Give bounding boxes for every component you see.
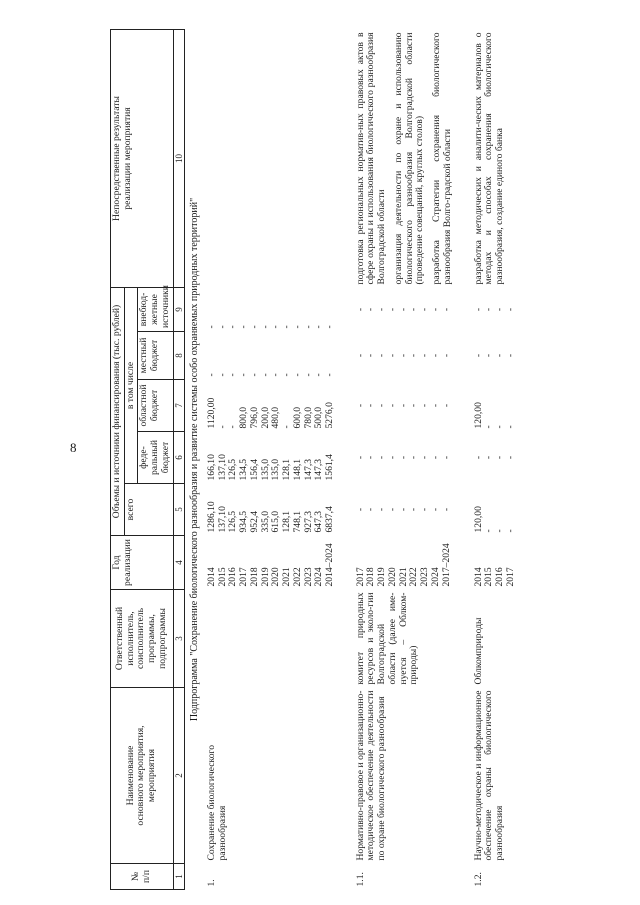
row-local: - - - - - - - - - — [354, 353, 452, 358]
page-number: 8 — [70, 440, 77, 455]
row-responsible: комитет природных ресурсов и эколо-гии Волгоградской области (далее име-нуется – Облком-природы) — [354, 592, 420, 685]
col-number: 6 — [173, 432, 184, 484]
row-years: 2017 2018 2019 2020 2021 2022 2023 2024 2017–2024 — [354, 543, 452, 587]
result-item: подготовка региональных норматив-ных правовых актов в сфере охраны и использования биологического разнообразия Волгоградской области — [354, 32, 388, 285]
row-no: 1. — [205, 879, 217, 887]
col-number: 9 — [173, 288, 184, 332]
row-extra: - - - - — [472, 307, 516, 312]
row-results — [206, 30, 337, 288]
row-federal: - - - - - - - - - — [354, 455, 452, 460]
funding-table — [110, 29, 518, 890]
row-local: - - - - - - - - - - - - — [205, 373, 336, 377]
col-number: 1 — [173, 864, 184, 890]
col-number: 7 — [173, 380, 184, 432]
row-no: 1.2. — [472, 872, 484, 887]
row-years: 2014 2015 2016 2017 2018 2019 2020 2021 2022 2023 2024 2014–2024 — [205, 543, 336, 587]
subprogram-row — [184, 30, 206, 890]
header-federal: феде- ральный бюджет — [138, 432, 173, 484]
header-funding: Объемы и источники финансирования (тыс. рублей) — [111, 288, 125, 536]
result-item: организация деятельности по охране и использованию биологического разнообразия Волгоградской области (проведение совещаний, круглых столов) — [392, 32, 426, 285]
header-regional: областной бюджет — [138, 380, 173, 432]
row-total: 1286,10 137,10 126,5 934,5 952,4 335,0 615,0 128,1 748,1 927,3 647,3 6837,4 — [205, 501, 336, 533]
header-no: № п/п — [111, 864, 174, 890]
header-extrabudget: внебюд- жетные источники — [138, 288, 173, 332]
row-name: Сохранение биологического разнообразия — [205, 744, 228, 861]
table-header — [111, 30, 185, 890]
row-responsible: Облкомприроды — [472, 617, 484, 685]
row-responsible — [206, 590, 337, 688]
row-results — [355, 30, 455, 288]
row-regional: 120,00 - - - — [472, 402, 516, 429]
header-name: Наименование основного мероприятия, мероприятия — [111, 688, 174, 864]
row-federal: 166,10 137,10 126,5 134,5 156,4 135,0 135,0 128,1 148,1 147,3 147,3 1561,4 — [205, 454, 336, 481]
row-total: 120,00 - - - — [472, 506, 516, 533]
row-local: - - - - — [472, 353, 516, 358]
column-number-row — [173, 30, 184, 890]
result-item: разработка Стратегии сохранения биологического разнообразия Волго-градской области — [431, 32, 453, 285]
table-row — [206, 30, 337, 890]
row-extra: - - - - - - - - - — [354, 307, 452, 312]
table-row — [473, 30, 518, 890]
col-number: 5 — [173, 484, 184, 536]
row-total: - - - - - - - - - — [354, 507, 452, 512]
header-including: в том числе — [124, 288, 138, 484]
col-number: 4 — [173, 536, 184, 590]
header-responsible: Ответственный исполнитель, соисполнитель программы, подпрограммы — [111, 590, 174, 688]
row-no: 1.1. — [354, 872, 366, 887]
row-federal: - - - - — [472, 455, 516, 460]
row-extra: - - - - - - - - - - - - — [205, 325, 336, 329]
col-number: 10 — [173, 30, 184, 288]
table-row — [355, 30, 455, 890]
header-year: Год реализации — [111, 536, 174, 590]
header-total: всего — [124, 484, 173, 536]
header-local: местный бюджет — [138, 332, 173, 380]
row-name: Научно-методическое и информационное обеспечение охраны биологического разнообразия — [472, 690, 506, 861]
col-number: 8 — [173, 332, 184, 380]
col-number: 2 — [173, 688, 184, 864]
row-name: Нормативно-правовое и организационно-методическое обеспечение деятельности по охране биологического разнообразия — [354, 690, 388, 861]
row-regional: 1120,00 - - 800,0 796,0 200,0 480,0 - 600,0 780,0 500,0 5276,0 — [205, 397, 336, 429]
rotated-page — [110, 30, 590, 890]
subprogram-title: Подпрограмма "Сохранение биологического разнообразия и развитие системы особо охраняемых природных территорий" — [188, 197, 200, 722]
row-years: 2014 2015 2016 2017 — [472, 567, 516, 587]
row-regional: - - - - - - - - - — [354, 403, 452, 408]
row-results: разработка методических и аналити-ческих материалов о методах и способах сохранения биологического разнообразия, создание единого банка — [472, 32, 506, 285]
col-number: 3 — [173, 590, 184, 688]
header-results: Непосредственные результаты реализации мероприятия — [111, 30, 174, 288]
